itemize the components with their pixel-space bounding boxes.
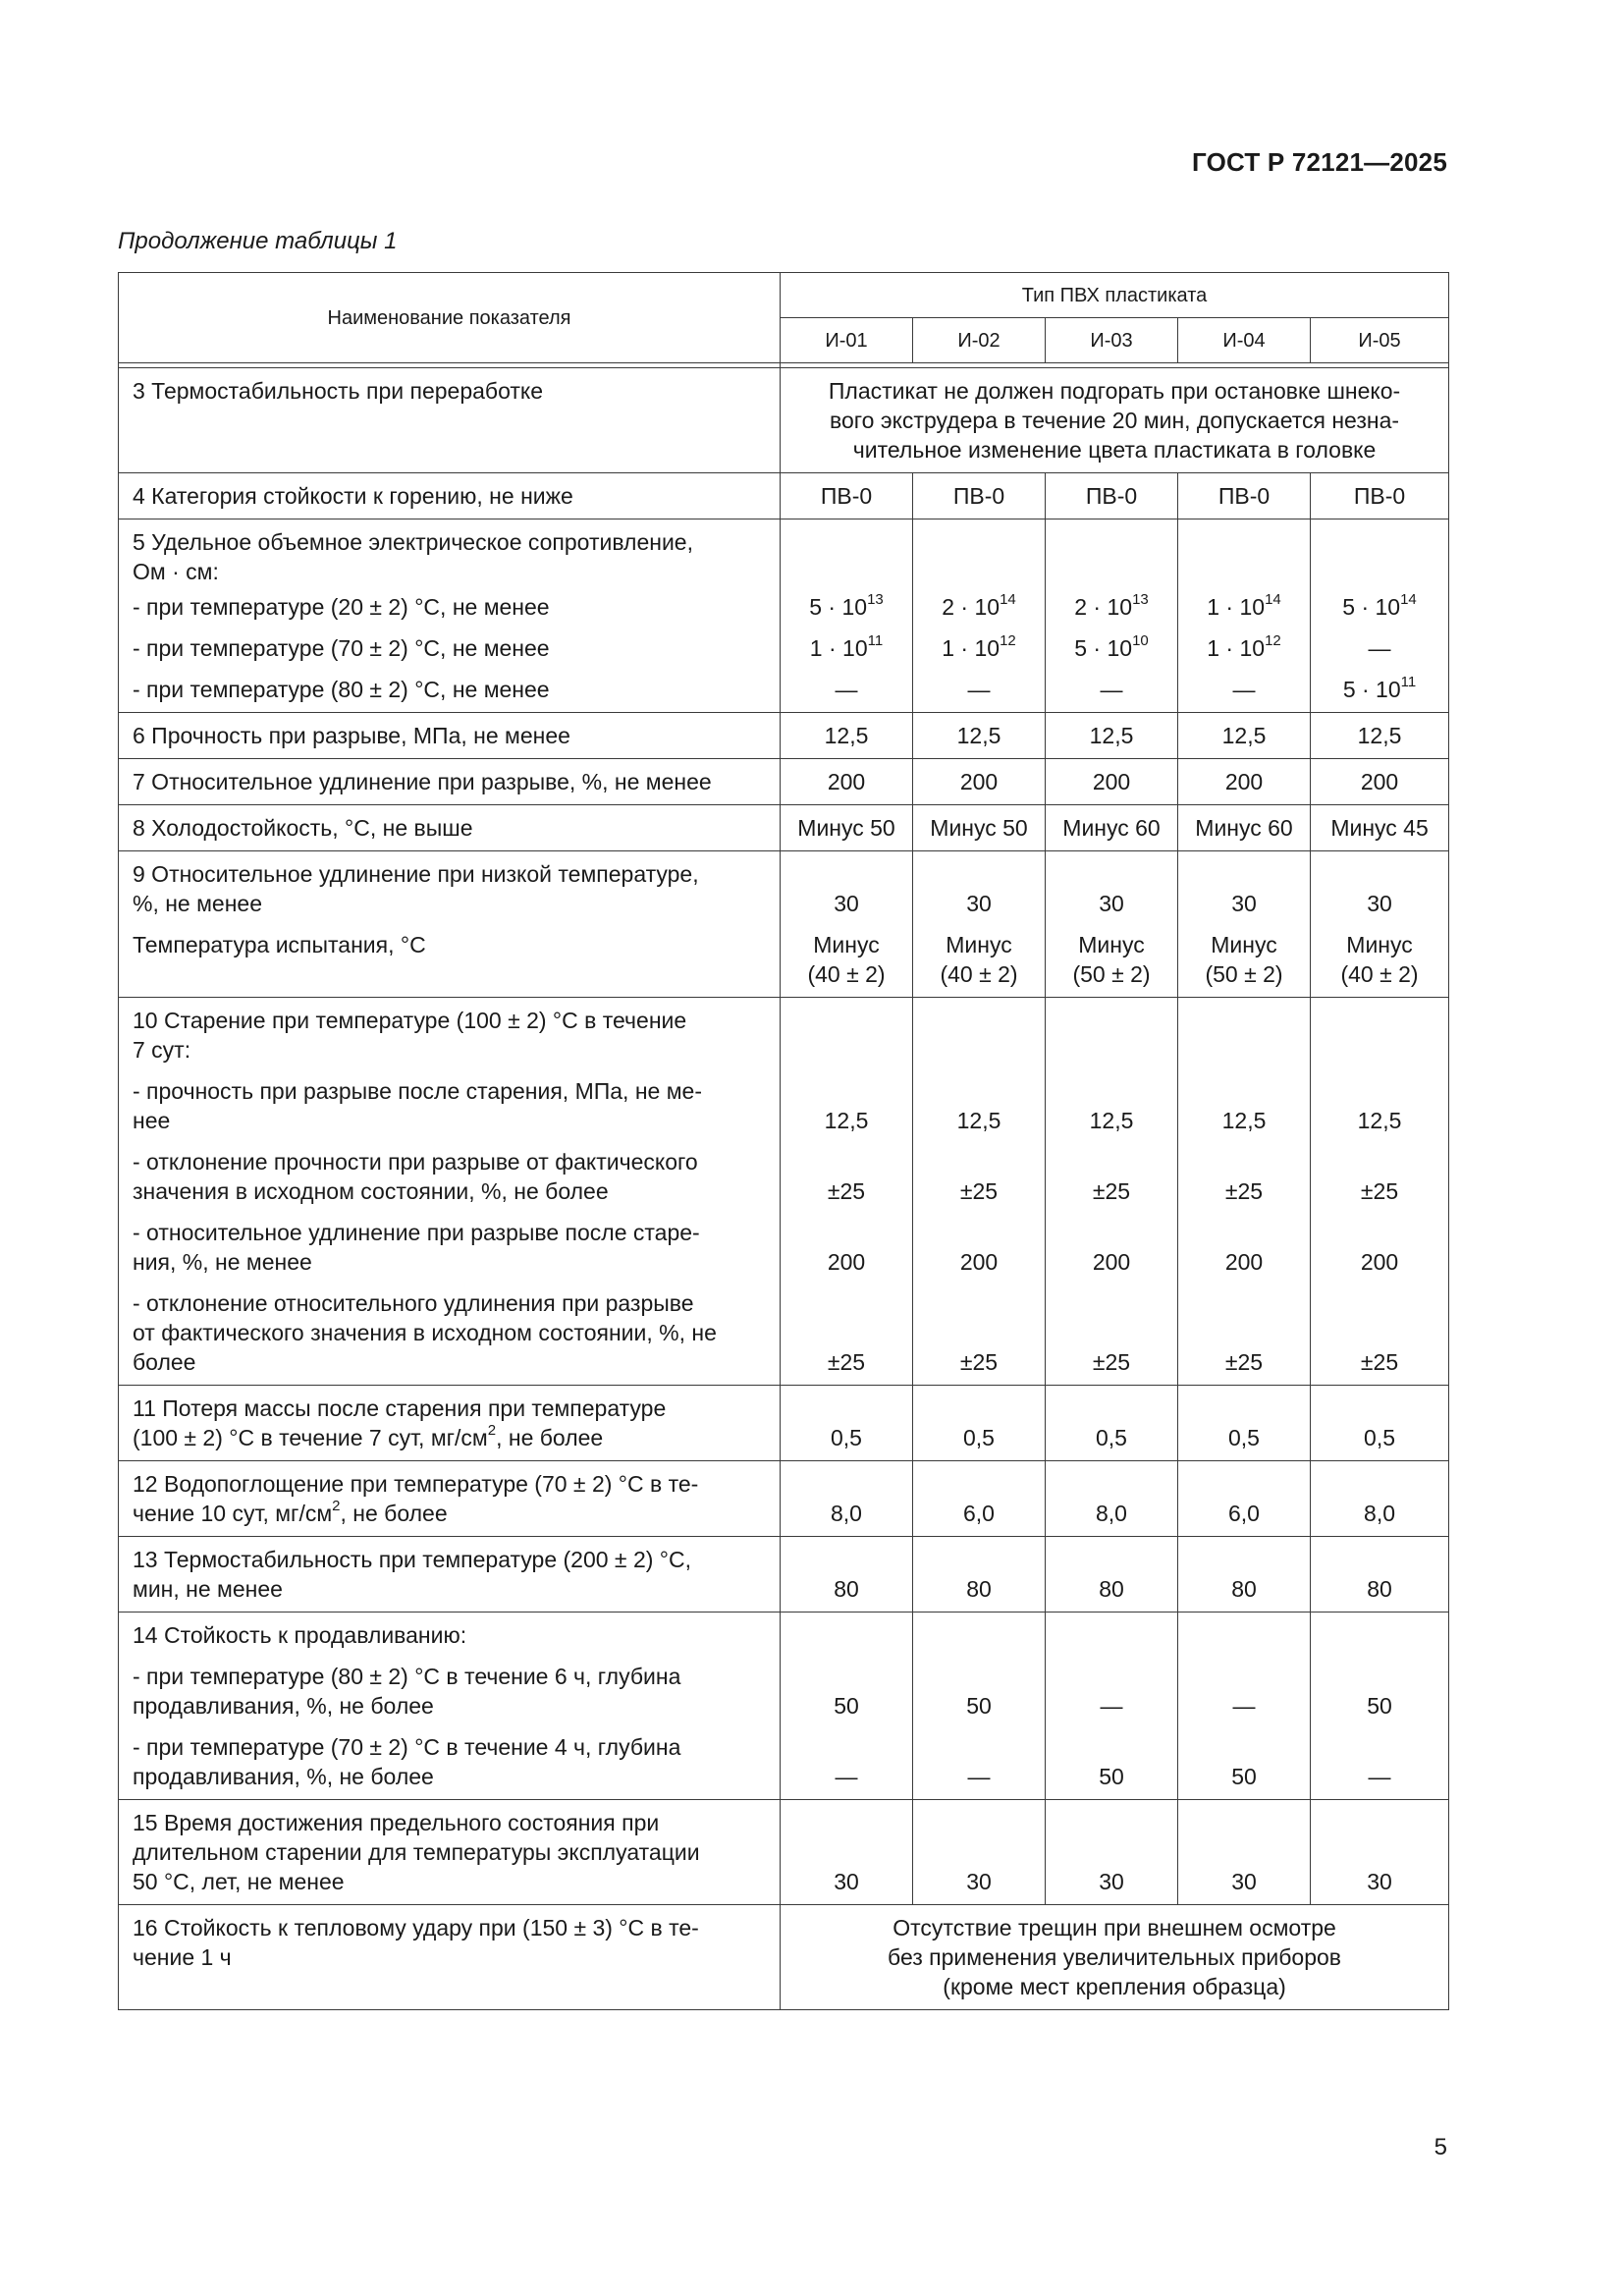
value-line: — <box>967 677 991 702</box>
value-cell: 12,5 ±25 200 ±25 <box>781 998 913 1386</box>
table-row <box>119 1461 1449 1537</box>
value-cell: 80 <box>913 1537 1046 1613</box>
table-row <box>119 851 1449 998</box>
table-row <box>119 805 1449 851</box>
value-cell: 200 <box>913 759 1046 805</box>
value-cell: 200 <box>1178 759 1311 805</box>
value-line: $1 \cdot 10^{11}$ <box>809 632 884 661</box>
properties-table <box>118 272 1449 2010</box>
row-label: 10 Старение при температуре (100 ± 2) °С в течение 7 сут: - прочность при разрыве после старения, МПа, не ме- нее - отклонение прочности при разрыве от фактического значения в исходном состоянии, %, не более - относительное удлинение при разрыве после старе- ния, %, не менее - отклонение относительного удлинения при разрыве от фактического значения в исходном состоянии, %, не более <box>119 998 781 1386</box>
row-label: 3 Термостабильность при переработке <box>119 368 781 473</box>
value-cell: 12,5 <box>1178 713 1311 759</box>
sub-label: - при температуре (80 ± 2) °С, не менее <box>133 677 550 702</box>
value-cell: — 50 <box>1046 1613 1178 1800</box>
type-header-i03: И-03 <box>1046 318 1178 363</box>
merged-text-line: вого экструдера в течение 20 мин, допускается незна- <box>830 408 1400 433</box>
value-cell: 80 <box>1178 1537 1311 1613</box>
type-header-i02: И-02 <box>913 318 1046 363</box>
value-line: $1 \cdot 10^{12}$ <box>1207 632 1281 661</box>
table-caption: Продолжение таблицы 1 <box>118 228 398 254</box>
label-line: Ом · см: <box>133 559 219 584</box>
value-cell: ПВ-0 <box>1178 473 1311 519</box>
value-line: — <box>835 677 858 702</box>
table-row <box>119 713 1449 759</box>
value-cell: 12,5 ±25 200 ±25 <box>1046 998 1178 1386</box>
value-cell: 30 <box>1311 1800 1449 1905</box>
value-cell <box>1046 519 1178 713</box>
value-cell: 30 Минус (40 ± 2) <box>781 851 913 998</box>
label-line: 9 Относительное удлинение при низкой температуре, <box>133 861 699 887</box>
row-label: 16 Стойкость к тепловому удару при (150 ± 3) °С в те- чение 1 ч <box>119 1905 781 2010</box>
value-cell: 30 <box>781 1800 913 1905</box>
value-cell: 12,5 ±25 200 ±25 <box>913 998 1046 1386</box>
value-line: $5 \cdot 10^{10}$ <box>1074 632 1149 661</box>
value-line: $5 \cdot 10^{11}$ <box>1342 674 1417 702</box>
table-row <box>119 998 1449 1386</box>
value-cell: Минус 60 <box>1046 805 1178 851</box>
value-cell: 80 <box>781 1537 913 1613</box>
value-cell: 50 — <box>781 1613 913 1800</box>
row-label: 11 Потеря массы после старения при температуре (100 ± 2) °С в течение 7 сут, $мг/см^2$, не более <box>119 1386 781 1461</box>
value-cell: 8,0 <box>781 1461 913 1537</box>
sub-label: - при температуре (70 ± 2) °С, не менее <box>133 635 550 661</box>
value-cell: 8,0 <box>1046 1461 1178 1537</box>
label-line: 5 Удельное объемное электрическое сопротивление, <box>133 529 693 555</box>
merged-value-cell: Отсутствие трещин при внешнем осмотре без применения увеличительных приборов (кроме мест крепления образца) <box>781 1905 1449 2010</box>
row-label: 14 Стойкость к продавливанию: - при температуре (80 ± 2) °С в течение 6 ч, глубина продавливания, %, не более - при температуре (70 ± 2) °С в течение 4 ч, глубина продавливания, %, не более <box>119 1613 781 1800</box>
value-cell: 80 <box>1046 1537 1178 1613</box>
merged-text-line: чительное изменение цвета пластиката в головке <box>852 437 1377 463</box>
value-line: $1 \cdot 10^{12}$ <box>942 632 1016 661</box>
value-cell: 30 Минус (50 ± 2) <box>1046 851 1178 998</box>
value-cell: 0,5 <box>1311 1386 1449 1461</box>
row-label <box>119 851 781 998</box>
row-label: 12 Водопоглощение при температуре (70 ± 2) °С в те- чение 10 сут, $мг/см^2$, не более <box>119 1461 781 1537</box>
table-row <box>119 1386 1449 1461</box>
value-cell <box>1178 519 1311 713</box>
value-cell: 0,5 <box>1046 1386 1178 1461</box>
value-cell: 6,0 <box>1178 1461 1311 1537</box>
merged-text-line: Пластикат не должен подгорать при остановке шнеко- <box>828 378 1401 404</box>
value-cell: 30 Минус (40 ± 2) <box>1311 851 1449 998</box>
sub-label: Температура испытания, °С <box>133 932 426 957</box>
type-header-i04: И-04 <box>1178 318 1311 363</box>
value-cell: 200 <box>1311 759 1449 805</box>
value-cell: 200 <box>1046 759 1178 805</box>
type-header: Тип ПВХ пластиката <box>781 273 1449 318</box>
value-line: $5 \cdot 10^{13}$ <box>809 591 884 620</box>
value-line: — <box>1100 677 1123 702</box>
value-cell: 200 <box>781 759 913 805</box>
value-cell: 12,5 <box>1311 713 1449 759</box>
value-cell: Минус 50 <box>913 805 1046 851</box>
value-cell: 6,0 <box>913 1461 1046 1537</box>
page-number: 5 <box>1434 2134 1447 2160</box>
row-label: 7 Относительное удлинение при разрыве, %, не менее <box>119 759 781 805</box>
merged-value-cell <box>781 368 1449 473</box>
table-row <box>119 368 1449 473</box>
value-cell: 12,5 ±25 200 ±25 <box>1311 998 1449 1386</box>
table-row <box>119 1800 1449 1905</box>
header-row-top <box>119 273 1449 318</box>
value-cell: 50 — <box>1311 1613 1449 1800</box>
row-label: 13 Термостабильность при температуре (200 ± 2) °С, мин, не менее <box>119 1537 781 1613</box>
row-label: 6 Прочность при разрыве, МПа, не менее <box>119 713 781 759</box>
value-cell <box>1311 519 1449 713</box>
table-row <box>119 1905 1449 2010</box>
value-line: $2 \cdot 10^{14}$ <box>942 591 1016 620</box>
type-header-i05: И-05 <box>1311 318 1449 363</box>
value-cell: ПВ-0 <box>1046 473 1178 519</box>
value-cell: 30 <box>1178 1800 1311 1905</box>
value-cell: 12,5 <box>781 713 913 759</box>
value-cell: 30 <box>913 1800 1046 1905</box>
row-label: 8 Холодостойкость, °С, не выше <box>119 805 781 851</box>
value-cell: 12,5 <box>913 713 1046 759</box>
value-cell: 30 Минус (50 ± 2) <box>1178 851 1311 998</box>
value-line: $5 \cdot 10^{14}$ <box>1342 591 1417 620</box>
value-cell: Минус 50 <box>781 805 913 851</box>
value-cell: 0,5 <box>913 1386 1046 1461</box>
value-cell: ПВ-0 <box>781 473 913 519</box>
label-line: %, не менее <box>133 891 263 916</box>
value-cell: Минус 45 <box>1311 805 1449 851</box>
value-cell: 0,5 <box>781 1386 913 1461</box>
value-cell: 12,5 <box>1046 713 1178 759</box>
value-cell: Минус 60 <box>1178 805 1311 851</box>
value-cell: ПВ-0 <box>913 473 1046 519</box>
value-line: — <box>1232 677 1256 702</box>
value-cell: 30 Минус (40 ± 2) <box>913 851 1046 998</box>
value-cell: — 50 <box>1178 1613 1311 1800</box>
value-cell: 80 <box>1311 1537 1449 1613</box>
row-label: 4 Категория стойкости к горению, не ниже <box>119 473 781 519</box>
value-cell: 0,5 <box>1178 1386 1311 1461</box>
value-line: — <box>1368 635 1391 661</box>
value-cell: 8,0 <box>1311 1461 1449 1537</box>
value-cell: 12,5 ±25 200 ±25 <box>1178 998 1311 1386</box>
table-row <box>119 473 1449 519</box>
table-row <box>119 759 1449 805</box>
row-label <box>119 519 781 713</box>
value-cell <box>913 519 1046 713</box>
value-cell: ПВ-0 <box>1311 473 1449 519</box>
value-cell <box>781 519 913 713</box>
table-row <box>119 1537 1449 1613</box>
document-code: ГОСТ Р 72121—2025 <box>1192 147 1447 177</box>
row-label: 15 Время достижения предельного состояния при длительном старении для температуры эксплуатации 50 °С, лет, не менее <box>119 1800 781 1905</box>
table-row <box>119 519 1449 713</box>
value-line: $2 \cdot 10^{13}$ <box>1074 591 1149 620</box>
indicator-header: Наименование показателя <box>119 273 781 363</box>
value-cell: 50 — <box>913 1613 1046 1800</box>
table-row <box>119 1613 1449 1800</box>
sub-label: - при температуре (20 ± 2) °С, не менее <box>133 594 550 620</box>
value-cell: 30 <box>1046 1800 1178 1905</box>
value-line: $1 \cdot 10^{14}$ <box>1207 591 1281 620</box>
type-header-i01: И-01 <box>781 318 913 363</box>
